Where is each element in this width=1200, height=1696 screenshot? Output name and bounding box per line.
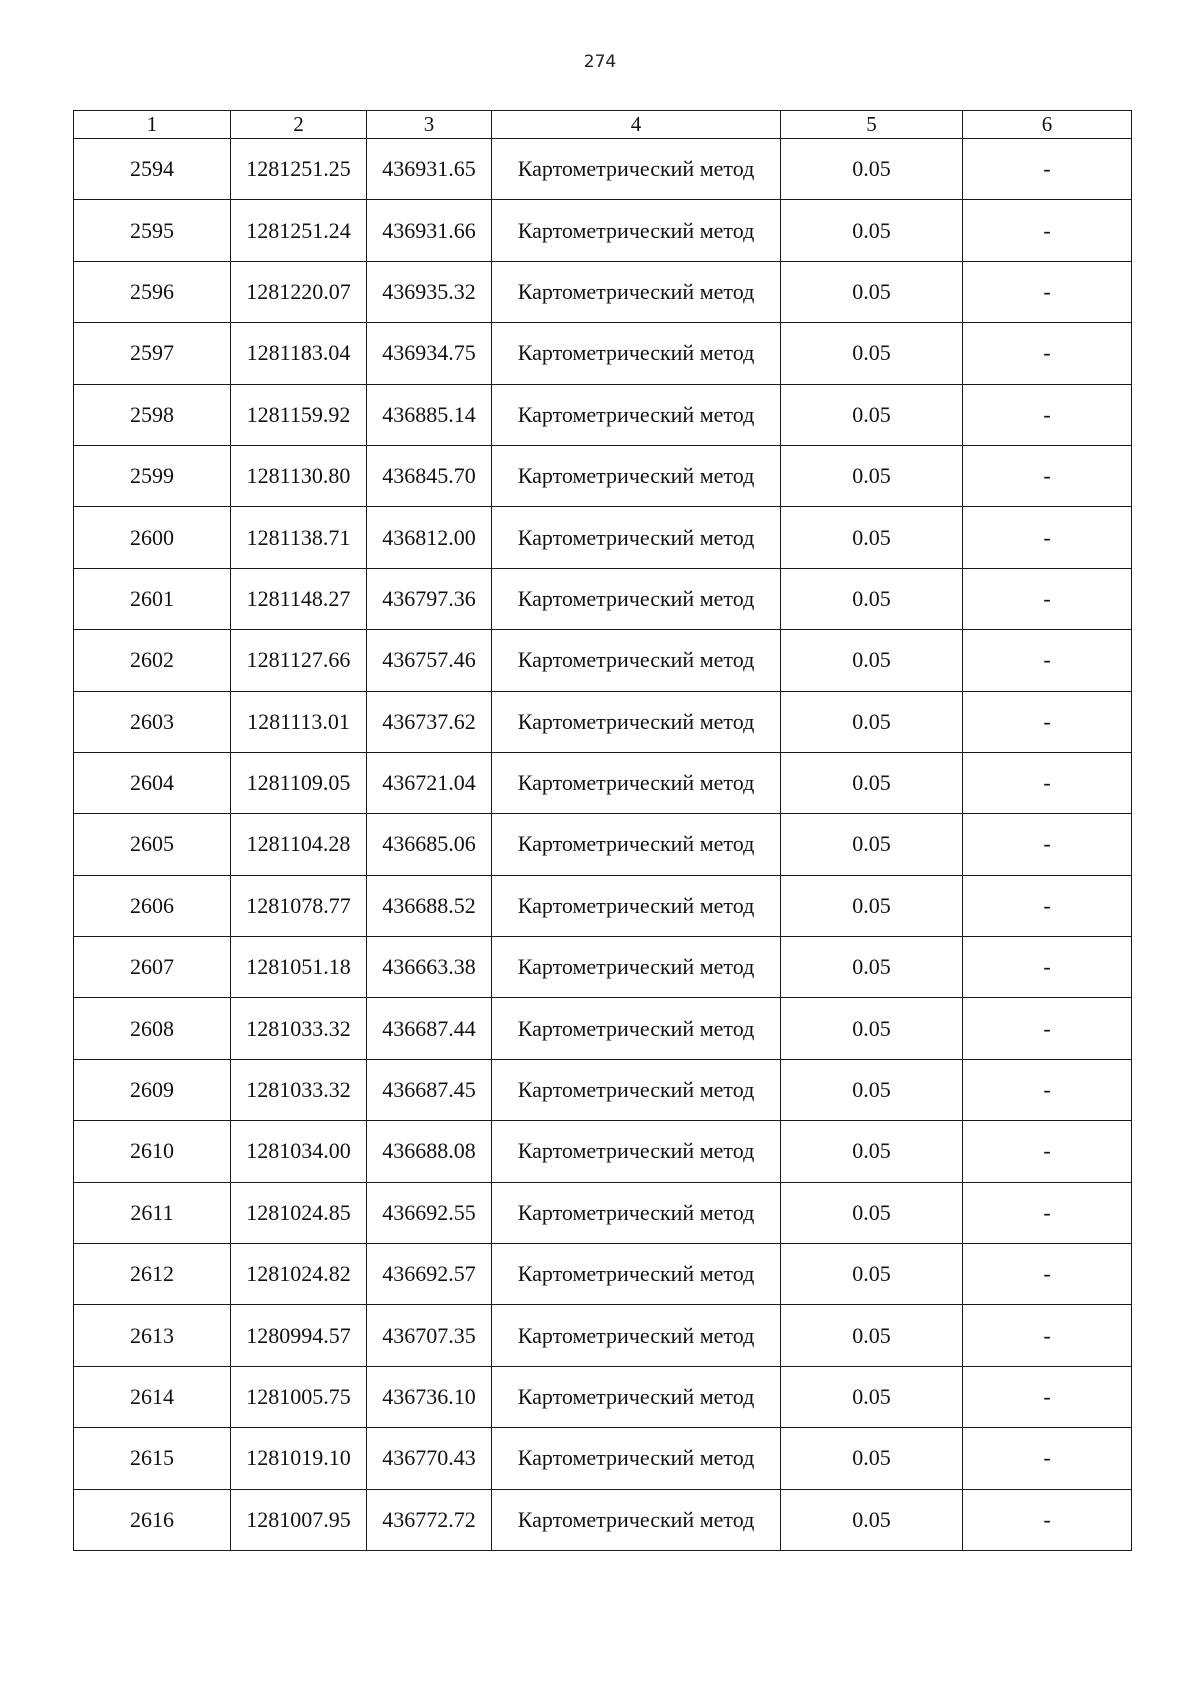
accuracy-cell: 0.05: [781, 1489, 963, 1550]
note-cell: -: [963, 1121, 1132, 1182]
x-coordinate-cell: 1281220.07: [231, 261, 367, 322]
x-coordinate-cell: 1281130.80: [231, 445, 367, 506]
point-number-cell: 2609: [74, 1059, 231, 1120]
table-body: [74, 111, 1132, 1551]
table-row: [74, 384, 1132, 445]
point-number-cell: 2616: [74, 1489, 231, 1550]
note-cell: -: [963, 998, 1132, 1059]
x-coordinate-cell: 1281113.01: [231, 691, 367, 752]
accuracy-cell: 0.05: [781, 507, 963, 568]
page-number: 274: [583, 52, 617, 72]
note-cell: -: [963, 384, 1132, 445]
table-row: [74, 200, 1132, 261]
table-row: [74, 1244, 1132, 1305]
table-row: [74, 1059, 1132, 1120]
method-cell: Картометрический метод: [492, 691, 781, 752]
x-coordinate-cell: 1281138.71: [231, 507, 367, 568]
x-coordinate-cell: 1281148.27: [231, 568, 367, 629]
header-row: [74, 111, 1132, 139]
point-number-cell: 2613: [74, 1305, 231, 1366]
table-row: [74, 1366, 1132, 1427]
y-coordinate-cell: 436692.55: [367, 1182, 492, 1243]
table-row: [74, 875, 1132, 936]
y-coordinate-cell: 436685.06: [367, 814, 492, 875]
x-coordinate-cell: 1281104.28: [231, 814, 367, 875]
x-coordinate-cell: 1281078.77: [231, 875, 367, 936]
table-row: [74, 1305, 1132, 1366]
point-number-cell: 2599: [74, 445, 231, 506]
y-coordinate-cell: 436812.00: [367, 507, 492, 568]
x-coordinate-cell: 1281024.85: [231, 1182, 367, 1243]
y-coordinate-cell: 436687.45: [367, 1059, 492, 1120]
accuracy-cell: 0.05: [781, 814, 963, 875]
point-number-cell: 2600: [74, 507, 231, 568]
y-coordinate-cell: 436688.52: [367, 875, 492, 936]
table-row: [74, 1428, 1132, 1489]
method-cell: Картометрический метод: [492, 384, 781, 445]
column-header: 2: [231, 111, 367, 139]
table-row: [74, 937, 1132, 998]
y-coordinate-cell: 436687.44: [367, 998, 492, 1059]
accuracy-cell: 0.05: [781, 998, 963, 1059]
note-cell: -: [963, 1244, 1132, 1305]
y-coordinate-cell: 436931.65: [367, 139, 492, 200]
accuracy-cell: 0.05: [781, 937, 963, 998]
accuracy-cell: 0.05: [781, 691, 963, 752]
note-cell: -: [963, 507, 1132, 568]
point-number-cell: 2594: [74, 139, 231, 200]
accuracy-cell: 0.05: [781, 384, 963, 445]
note-cell: -: [963, 875, 1132, 936]
point-number-cell: 2605: [74, 814, 231, 875]
x-coordinate-cell: 1281251.24: [231, 200, 367, 261]
method-cell: Картометрический метод: [492, 507, 781, 568]
column-header: 3: [367, 111, 492, 139]
accuracy-cell: 0.05: [781, 261, 963, 322]
x-coordinate-cell: 1281005.75: [231, 1366, 367, 1427]
accuracy-cell: 0.05: [781, 1121, 963, 1182]
accuracy-cell: 0.05: [781, 1182, 963, 1243]
accuracy-cell: 0.05: [781, 568, 963, 629]
coordinates-table: [73, 110, 1132, 1551]
accuracy-cell: 0.05: [781, 139, 963, 200]
method-cell: Картометрический метод: [492, 814, 781, 875]
column-header: 5: [781, 111, 963, 139]
note-cell: -: [963, 630, 1132, 691]
note-cell: -: [963, 691, 1132, 752]
accuracy-cell: 0.05: [781, 752, 963, 813]
point-number-cell: 2612: [74, 1244, 231, 1305]
method-cell: Картометрический метод: [492, 1244, 781, 1305]
method-cell: Картометрический метод: [492, 1059, 781, 1120]
table-row: [74, 1489, 1132, 1550]
method-cell: Картометрический метод: [492, 998, 781, 1059]
x-coordinate-cell: 1281183.04: [231, 323, 367, 384]
accuracy-cell: 0.05: [781, 1305, 963, 1366]
table-row: [74, 814, 1132, 875]
table-row: [74, 752, 1132, 813]
y-coordinate-cell: 436772.72: [367, 1489, 492, 1550]
x-coordinate-cell: 1281007.95: [231, 1489, 367, 1550]
note-cell: -: [963, 445, 1132, 506]
x-coordinate-cell: 1281033.32: [231, 998, 367, 1059]
method-cell: Картометрический метод: [492, 937, 781, 998]
x-coordinate-cell: 1281251.25: [231, 139, 367, 200]
note-cell: -: [963, 261, 1132, 322]
method-cell: Картометрический метод: [492, 445, 781, 506]
method-cell: Картометрический метод: [492, 1305, 781, 1366]
y-coordinate-cell: 436692.57: [367, 1244, 492, 1305]
point-number-cell: 2595: [74, 200, 231, 261]
y-coordinate-cell: 436736.10: [367, 1366, 492, 1427]
point-number-cell: 2603: [74, 691, 231, 752]
note-cell: -: [963, 200, 1132, 261]
accuracy-cell: 0.05: [781, 200, 963, 261]
note-cell: -: [963, 323, 1132, 384]
method-cell: Картометрический метод: [492, 1489, 781, 1550]
point-number-cell: 2614: [74, 1366, 231, 1427]
x-coordinate-cell: 1281024.82: [231, 1244, 367, 1305]
table-row: [74, 1121, 1132, 1182]
column-header: 6: [963, 111, 1132, 139]
point-number-cell: 2607: [74, 937, 231, 998]
method-cell: Картометрический метод: [492, 1182, 781, 1243]
point-number-cell: 2602: [74, 630, 231, 691]
x-coordinate-cell: 1281127.66: [231, 630, 367, 691]
y-coordinate-cell: 436797.36: [367, 568, 492, 629]
table-row: [74, 139, 1132, 200]
point-number-cell: 2610: [74, 1121, 231, 1182]
accuracy-cell: 0.05: [781, 1244, 963, 1305]
y-coordinate-cell: 436845.70: [367, 445, 492, 506]
table-row: [74, 323, 1132, 384]
column-header: 1: [74, 111, 231, 139]
point-number-cell: 2611: [74, 1182, 231, 1243]
accuracy-cell: 0.05: [781, 1428, 963, 1489]
table-row: [74, 998, 1132, 1059]
note-cell: -: [963, 1489, 1132, 1550]
note-cell: -: [963, 568, 1132, 629]
x-coordinate-cell: 1281033.32: [231, 1059, 367, 1120]
table-row: [74, 568, 1132, 629]
y-coordinate-cell: 436737.62: [367, 691, 492, 752]
y-coordinate-cell: 436757.46: [367, 630, 492, 691]
accuracy-cell: 0.05: [781, 630, 963, 691]
y-coordinate-cell: 436935.32: [367, 261, 492, 322]
note-cell: -: [963, 937, 1132, 998]
method-cell: Картометрический метод: [492, 875, 781, 936]
method-cell: Картометрический метод: [492, 139, 781, 200]
x-coordinate-cell: 1281051.18: [231, 937, 367, 998]
accuracy-cell: 0.05: [781, 445, 963, 506]
x-coordinate-cell: 1281109.05: [231, 752, 367, 813]
accuracy-cell: 0.05: [781, 1059, 963, 1120]
accuracy-cell: 0.05: [781, 875, 963, 936]
y-coordinate-cell: 436934.75: [367, 323, 492, 384]
point-number-cell: 2606: [74, 875, 231, 936]
table-row: [74, 691, 1132, 752]
method-cell: Картометрический метод: [492, 200, 781, 261]
x-coordinate-cell: 1281019.10: [231, 1428, 367, 1489]
method-cell: Картометрический метод: [492, 261, 781, 322]
y-coordinate-cell: 436663.38: [367, 937, 492, 998]
table-row: [74, 261, 1132, 322]
table-row: [74, 1182, 1132, 1243]
accuracy-cell: 0.05: [781, 323, 963, 384]
y-coordinate-cell: 436688.08: [367, 1121, 492, 1182]
method-cell: Картометрический метод: [492, 630, 781, 691]
method-cell: Картометрический метод: [492, 752, 781, 813]
column-header: 4: [492, 111, 781, 139]
point-number-cell: 2604: [74, 752, 231, 813]
table-row: [74, 507, 1132, 568]
y-coordinate-cell: 436885.14: [367, 384, 492, 445]
note-cell: -: [963, 1366, 1132, 1427]
note-cell: -: [963, 1182, 1132, 1243]
point-number-cell: 2608: [74, 998, 231, 1059]
note-cell: -: [963, 1305, 1132, 1366]
note-cell: -: [963, 1059, 1132, 1120]
note-cell: -: [963, 139, 1132, 200]
point-number-cell: 2597: [74, 323, 231, 384]
method-cell: Картометрический метод: [492, 1366, 781, 1427]
y-coordinate-cell: 436707.35: [367, 1305, 492, 1366]
note-cell: -: [963, 1428, 1132, 1489]
method-cell: Картометрический метод: [492, 323, 781, 384]
y-coordinate-cell: 436721.04: [367, 752, 492, 813]
point-number-cell: 2596: [74, 261, 231, 322]
method-cell: Картометрический метод: [492, 1121, 781, 1182]
point-number-cell: 2601: [74, 568, 231, 629]
x-coordinate-cell: 1281159.92: [231, 384, 367, 445]
point-number-cell: 2598: [74, 384, 231, 445]
table-row: [74, 630, 1132, 691]
accuracy-cell: 0.05: [781, 1366, 963, 1427]
method-cell: Картометрический метод: [492, 568, 781, 629]
x-coordinate-cell: 1280994.57: [231, 1305, 367, 1366]
y-coordinate-cell: 436931.66: [367, 200, 492, 261]
note-cell: -: [963, 752, 1132, 813]
note-cell: -: [963, 814, 1132, 875]
x-coordinate-cell: 1281034.00: [231, 1121, 367, 1182]
table-row: [74, 445, 1132, 506]
method-cell: Картометрический метод: [492, 1428, 781, 1489]
y-coordinate-cell: 436770.43: [367, 1428, 492, 1489]
point-number-cell: 2615: [74, 1428, 231, 1489]
